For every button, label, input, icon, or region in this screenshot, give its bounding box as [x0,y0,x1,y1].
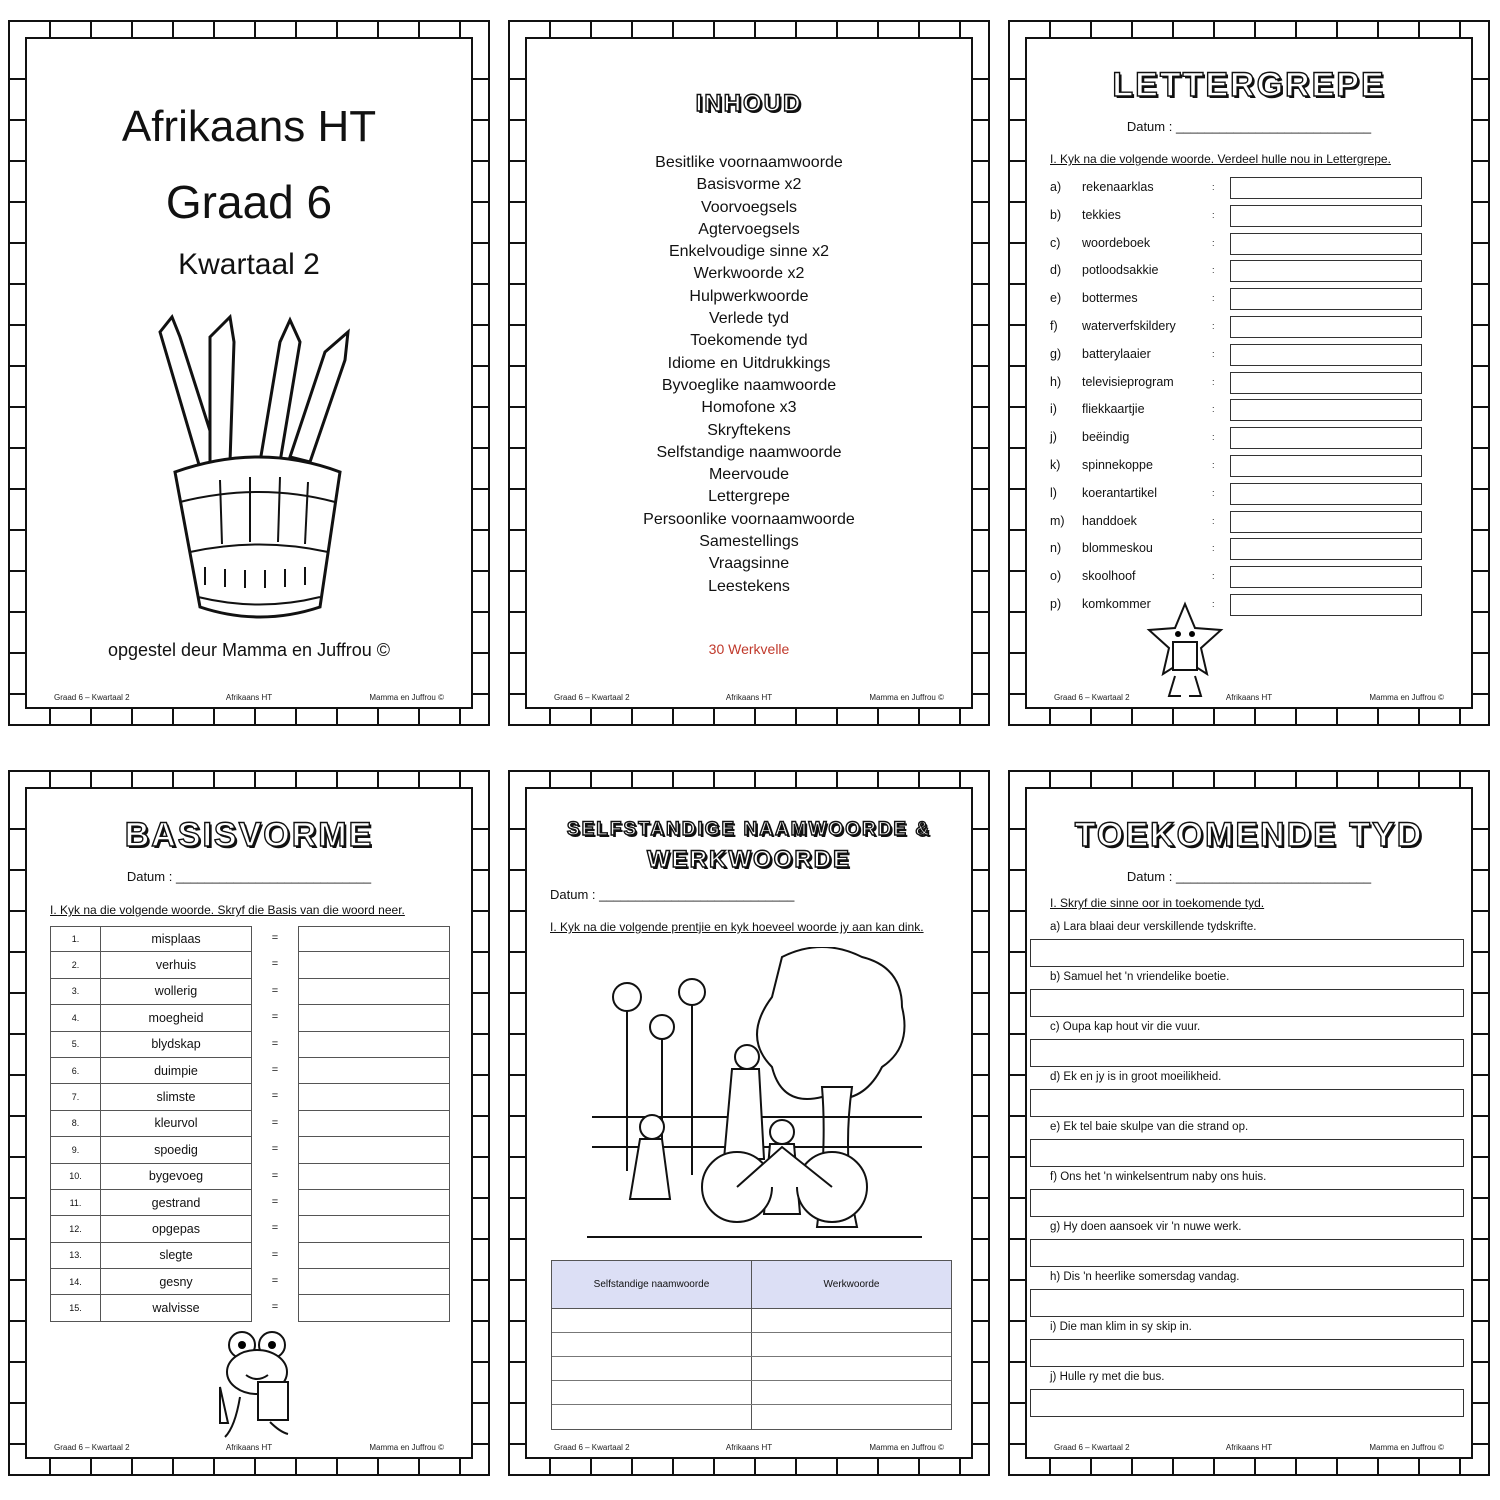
answer-cell[interactable] [298,979,450,1005]
item-word: fliekkaartjie [1082,402,1145,417]
table-row [50,1164,452,1190]
equals-sign: = [271,1275,279,1288]
equals-sign: = [271,1195,279,1208]
answer-box[interactable] [1230,260,1422,282]
answer-box[interactable] [1230,205,1422,227]
sentence: h) Dis 'n heerlike somersdag vandag. [1050,1271,1240,1283]
answer-box[interactable] [1230,233,1422,255]
colon: : [1212,265,1215,276]
contents-item: Agtervoegsels [698,220,800,238]
item-word: komkommer [1082,597,1151,611]
row-word: wollerig [100,979,252,1005]
table-row [50,926,452,952]
list-item [1050,511,1470,533]
row-number: 10. [50,1164,100,1190]
footer-center: Afrikaans HT [1225,1443,1273,1452]
cover-author: opgestel deur Mamma en Juffrou © [107,640,391,660]
sentence: j) Hulle ry met die bus. [1050,1371,1165,1383]
item-letter: m) [1050,513,1065,528]
colon: : [1212,432,1215,443]
list-item [1030,1021,1464,1067]
footer-center: Afrikaans HT [225,693,273,702]
words-table [551,1260,952,1430]
answer-cell[interactable] [298,1295,450,1321]
title-line-1: SELFSTANDIGE NAAMWOORDE & [566,819,932,840]
item-letter: g) [1050,346,1062,361]
sentence: f) Ons het 'n winkelsentrum naby ons huis. [1050,1171,1267,1183]
row-word: gesny [100,1269,252,1295]
answer-cell[interactable] [298,1216,450,1242]
equals-sign: = [271,1037,279,1050]
row-word: kleurvol [100,1111,252,1137]
item-word: koerantartikel [1082,485,1158,500]
cover-grade: Graad 6 [165,176,333,228]
answer-cell[interactable] [298,1032,450,1058]
item-letter: f) [1050,319,1058,333]
verb-cell[interactable] [752,1309,951,1332]
datum-field: Datum : ___________________________ [1126,869,1372,884]
colon: : [1212,376,1215,387]
equals-sign: = [271,1143,279,1156]
contents-item: Verlede tyd [708,310,790,328]
equals-sign: = [271,984,279,997]
item-word: tekkies [1082,207,1121,222]
row-number: 3. [50,979,100,1005]
list-item [1050,399,1470,421]
table-row [50,1111,452,1137]
contents-item: Skryftekens [707,421,791,439]
list-item [1050,288,1470,310]
table-row [50,1058,452,1084]
datum-field: Datum : ___________________________ [1126,119,1372,134]
row-word: opgepas [100,1216,252,1242]
list-item [1030,1221,1464,1267]
answer-cell[interactable] [298,1005,450,1031]
frog-character-illustration [210,1327,305,1442]
colon: : [1212,487,1215,498]
answer-box[interactable] [1030,989,1464,1017]
contents-item: Vraagsinne [708,555,790,573]
answer-box[interactable] [1230,372,1422,394]
instruction: I. Kyk na die volgende prentjie en kyk hoeveel woorde jy aan kan dink. [550,920,924,934]
pencil-cup-illustration [150,312,360,622]
contents-item: Lettergrepe [708,488,790,506]
footer-center: Afrikaans HT [225,1443,273,1452]
row-word: gestrand [100,1190,252,1216]
list-item [1050,177,1470,199]
row-word: walvisse [100,1295,252,1321]
item-letter: i) [1050,402,1057,417]
contents-item: Hulpwerkwoorde [689,287,809,305]
item-word: waterverfskildery [1082,319,1176,333]
colon: : [1212,571,1215,582]
equals-sign: = [271,1169,279,1182]
answer-box[interactable] [1230,399,1422,421]
sentence: d) Ek en jy is in groot moeilikheid. [1050,1071,1222,1083]
contents-item: Idiome en Uitdrukkings [667,354,831,372]
list-item [1050,205,1470,227]
answer-box[interactable] [1230,483,1422,505]
noun-cell[interactable] [552,1309,752,1332]
item-letter: n) [1050,541,1062,556]
sentence: e) Ek tel baie skulpe van die strand op. [1050,1121,1249,1133]
table-row [552,1333,951,1357]
equals-sign: = [271,1011,279,1024]
contents-item: Persoonlike voornaamwoorde [643,510,855,528]
row-number: 6. [50,1058,100,1084]
toekomende-title: TOEKOMENDE TYD [1074,816,1424,854]
row-word: blydskap [100,1032,252,1058]
item-letter: o) [1050,569,1062,584]
table-row [50,1005,452,1031]
colon: : [1212,515,1215,526]
item-letter: j) [1050,430,1057,445]
sentence: i) Die man klim in sy skip in. [1050,1321,1192,1333]
datum-field: Datum : ___________________________ [126,869,372,884]
header-verbs: Werkwoorde [823,1279,880,1290]
table-row [50,979,452,1005]
answer-cell[interactable] [298,926,450,952]
row-number: 9. [50,1137,100,1163]
row-word: duimpie [100,1058,252,1084]
equals-sign: = [271,1248,279,1261]
colon: : [1212,543,1215,554]
table-row [50,1243,452,1269]
answer-cell[interactable] [298,1111,450,1137]
list-item [1030,1271,1464,1317]
answer-box[interactable] [1030,1139,1464,1167]
colon: : [1212,182,1215,192]
contents-item: Besitlike voornaamwoorde [655,154,843,171]
row-number: 12. [50,1216,100,1242]
footer-left: Graad 6 – Kwartaal 2 [1054,693,1130,702]
item-letter: a) [1050,180,1062,194]
footer-center: Afrikaans HT [725,1443,773,1452]
verb-cell[interactable] [752,1405,951,1429]
footer-left: Graad 6 – Kwartaal 2 [1054,1443,1130,1452]
table-row [552,1405,951,1429]
page-naamwoorde [508,770,990,1476]
row-number: 15. [50,1295,100,1321]
footer-right: Mamma en Juffrou © [369,693,444,702]
answer-box[interactable] [1030,1389,1464,1417]
list-item [1050,344,1470,366]
footer-left: Graad 6 – Kwartaal 2 [554,693,630,702]
row-number: 13. [50,1243,100,1269]
page-lettergrepe [1008,20,1490,726]
answer-cell[interactable] [298,1137,450,1163]
contents-item: Homofone x3 [701,399,797,417]
colon: : [1212,321,1215,331]
list-item [1030,1321,1464,1367]
footer-left: Graad 6 – Kwartaal 2 [54,1443,130,1452]
footer-right: Mamma en Juffrou © [1369,693,1444,702]
footer-left: Graad 6 – Kwartaal 2 [554,1443,630,1452]
footer-right: Mamma en Juffrou © [1369,1443,1444,1452]
contents-item: Werkwoorde x2 [693,265,805,283]
row-number: 5. [50,1032,100,1058]
colon: : [1212,237,1215,248]
lettergrepe-title: LETTERGREPE [1112,66,1386,104]
item-word: beëindig [1082,430,1130,445]
page-contents [508,20,990,726]
table-row [552,1381,951,1405]
answer-box[interactable] [1230,344,1422,366]
answer-box[interactable] [1030,1239,1464,1267]
item-letter: e) [1050,291,1062,306]
item-word: televisieprogram [1082,374,1174,389]
instruction: I. Kyk na die volgende woorde. Skryf die Basis van die woord neer. [50,903,405,917]
sentence: c) Oupa kap hout vir die vuur. [1050,1021,1201,1033]
item-word: skoolhoof [1082,569,1136,584]
answer-cell[interactable] [298,952,450,978]
answer-cell[interactable] [298,1243,450,1269]
row-word: slimste [100,1084,252,1110]
list-item [1050,372,1470,394]
colon: : [1212,599,1215,609]
list-item [1050,427,1470,449]
footer-right: Mamma en Juffrou © [869,693,944,702]
table-row [50,1084,452,1110]
noun-cell[interactable] [552,1357,752,1380]
page-cover [8,20,490,726]
list-item [1030,971,1464,1017]
basisvorme-table [50,926,452,1322]
answer-cell[interactable] [298,1164,450,1190]
equals-sign: = [271,1222,279,1235]
list-item [1050,483,1470,505]
footer-center: Afrikaans HT [725,693,773,702]
noun-cell[interactable] [552,1405,752,1429]
item-word: spinnekoppe [1082,458,1153,472]
colon: : [1212,460,1215,470]
answer-box[interactable] [1230,594,1422,616]
answer-box[interactable] [1230,177,1422,199]
answer-box[interactable] [1030,1189,1464,1217]
row-number: 4. [50,1005,100,1031]
contents-item: Leestekens [708,577,790,595]
table-header [552,1261,951,1309]
row-number: 8. [50,1111,100,1137]
footer-left: Graad 6 – Kwartaal 2 [54,693,130,702]
page-toekomende-tyd [1008,770,1490,1476]
answer-cell[interactable] [298,1269,450,1295]
item-letter: p) [1050,597,1062,611]
children-park-illustration [582,947,927,1247]
row-number: 1. [50,926,100,952]
item-word: rekenaarklas [1082,180,1154,194]
contents-item: Byvoeglike naamwoorde [661,376,837,394]
contents-item: Enkelvoudige sinne x2 [668,243,830,261]
noun-cell[interactable] [552,1333,752,1356]
footer-center: Afrikaans HT [1225,693,1273,702]
colon: : [1212,209,1215,220]
contents-item: Meervoude [708,466,790,484]
sentence: b) Samuel het 'n vriendelike boetie. [1050,971,1230,983]
row-word: bygevoeg [100,1164,252,1190]
equals-sign: = [271,932,279,944]
equals-sign: = [271,1301,279,1314]
row-number: 2. [50,952,100,978]
answer-box[interactable] [1230,566,1422,588]
list-item [1050,233,1470,255]
noun-cell[interactable] [552,1381,752,1404]
colon: : [1212,404,1215,415]
table-row [50,1295,452,1321]
table-row [50,1269,452,1295]
equals-sign: = [271,958,279,971]
row-word: slegte [100,1243,252,1269]
answer-box[interactable] [1230,455,1422,477]
list-item [1030,1171,1464,1217]
table-row [50,1216,452,1242]
table-row [50,952,452,978]
answer-box[interactable] [1030,939,1464,967]
list-item [1030,921,1464,967]
item-letter: d) [1050,263,1062,278]
item-letter: l) [1050,485,1057,500]
answer-box[interactable] [1030,1339,1464,1367]
header-nouns: Selfstandige naamwoorde [552,1261,752,1308]
item-word: handdoek [1082,513,1137,528]
row-word: spoedig [100,1137,252,1163]
cover-title: Afrikaans HT [121,102,377,151]
list-item [1050,455,1470,477]
contents-item: Selfstandige naamwoorde [656,443,842,461]
item-word: potloodsakkie [1082,263,1159,278]
verb-cell[interactable] [752,1381,951,1404]
row-number: 11. [50,1190,100,1216]
cover-term: Kwartaal 2 [178,248,320,281]
instruction: I. Kyk na die volgende woorde. Verdeel hulle nou in Lettergrepe. [1050,152,1391,166]
item-word: batterylaaier [1082,346,1151,361]
item-word: bottermes [1082,291,1138,306]
list-item [1030,1371,1464,1417]
colon: : [1212,293,1215,304]
instruction: I. Skryf die sinne oor in toekomende tyd. [1050,896,1265,910]
item-letter: h) [1050,374,1062,389]
list-item [1050,316,1470,338]
list-item [1050,566,1470,588]
contents-item: Basisvorme x2 [696,176,802,194]
answer-box[interactable] [1230,316,1422,338]
item-word: blommeskou [1082,541,1153,556]
datum-field: Datum : ___________________________ [550,887,795,902]
item-letter: c) [1050,235,1061,250]
equals-sign: = [271,1063,279,1076]
equals-sign: = [271,1090,279,1103]
basisvorme-title: BASISVORME [124,816,374,854]
answer-cell[interactable] [298,1190,450,1216]
row-number: 14. [50,1269,100,1295]
item-letter: k) [1050,458,1061,472]
answer-box[interactable] [1030,1289,1464,1317]
sentence: g) Hy doen aansoek vir 'n nuwe werk. [1050,1221,1242,1233]
list-item [1050,594,1470,616]
row-word: moegheid [100,1005,252,1031]
answer-cell[interactable] [298,1058,450,1084]
item-letter: b) [1050,207,1062,222]
row-word: misplaas [100,926,252,952]
contents-title: INHOUD [695,90,803,117]
star-character-illustration [1145,600,1225,705]
row-word: verhuis [100,952,252,978]
colon: : [1212,348,1215,359]
table-row [50,1190,452,1216]
verb-cell[interactable] [752,1357,951,1380]
list-item [1030,1071,1464,1117]
table-row [552,1309,951,1333]
item-word: woordeboek [1082,235,1151,250]
list-item [1050,538,1470,560]
contents-item: Voorvoegsels [700,198,798,216]
contents-item: Samestellings [699,533,799,551]
answer-box[interactable] [1030,1039,1464,1067]
footer-right: Mamma en Juffrou © [369,1443,444,1452]
contents-list [510,152,988,598]
table-row [552,1357,951,1381]
verb-cell[interactable] [752,1333,951,1356]
answer-box[interactable] [1230,288,1422,310]
table-row [50,1032,452,1058]
answer-box[interactable] [1030,1089,1464,1117]
contents-item: Toekomende tyd [690,332,808,350]
list-item [1030,1121,1464,1167]
footer-right: Mamma en Juffrou © [869,1443,944,1452]
answer-box[interactable] [1230,427,1422,449]
answer-box[interactable] [1230,538,1422,560]
page-basisvorme [8,770,490,1476]
title-line-2: WERKWOORDE [647,846,851,873]
sentence: a) Lara blaai deur verskillende tydskrifte. [1050,921,1257,933]
worksheet-count: 30 Werkvelle [708,641,790,657]
answer-box[interactable] [1230,511,1422,533]
answer-cell[interactable] [298,1084,450,1110]
table-row [50,1137,452,1163]
list-item [1050,260,1470,282]
equals-sign: = [271,1116,279,1129]
row-number: 7. [50,1084,100,1110]
